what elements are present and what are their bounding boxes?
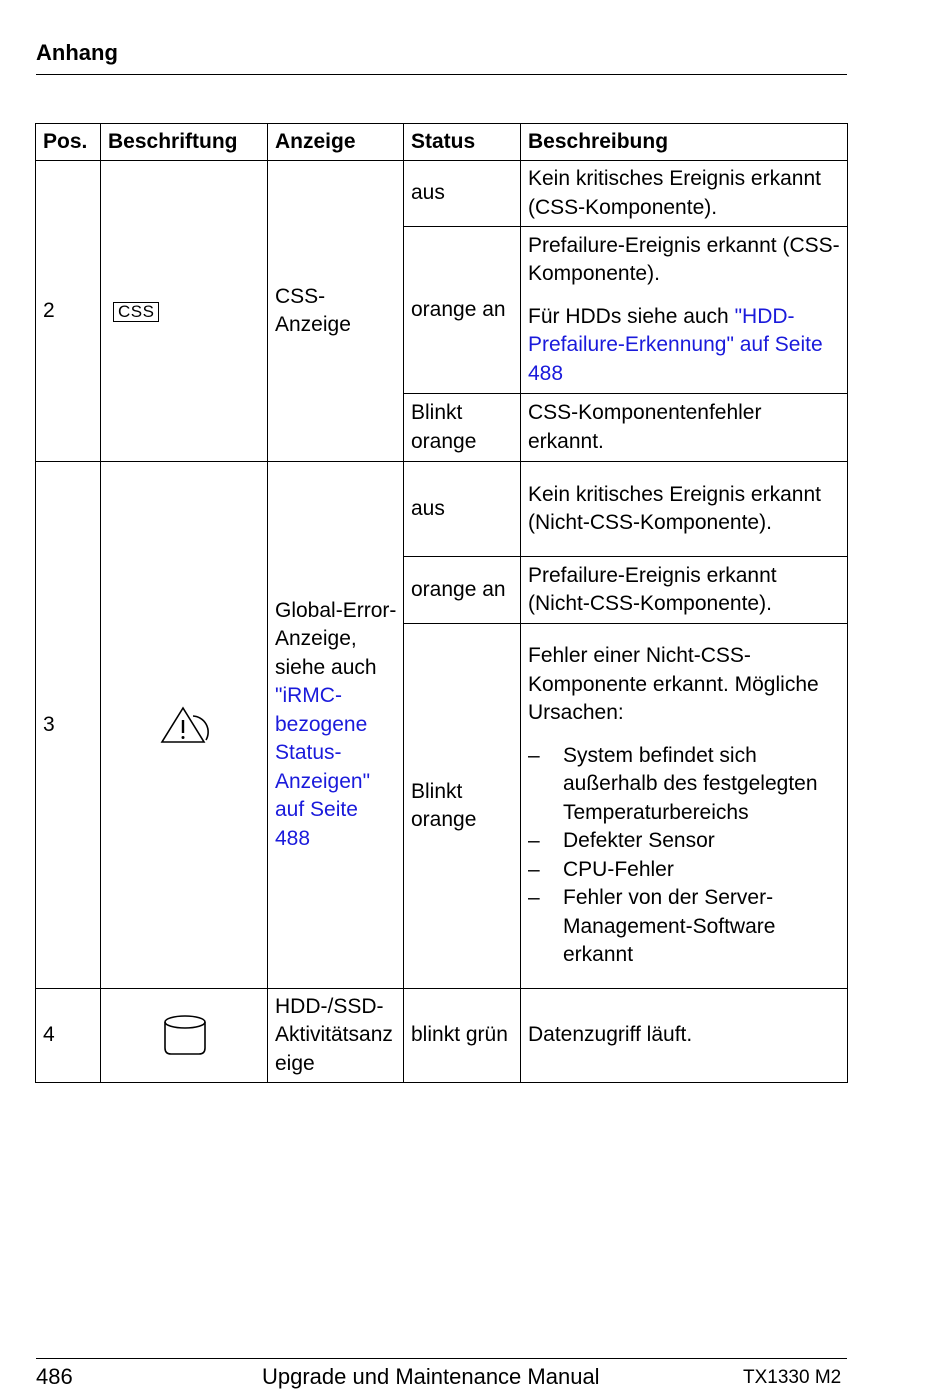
beschriftung-cell xyxy=(101,989,268,1083)
status-cell: blinkt grün xyxy=(404,989,521,1083)
beschriftung-cell xyxy=(101,161,268,462)
list-item: – Fehler von der Server-Management-Software erkannt xyxy=(528,884,841,970)
description-note xyxy=(528,303,841,389)
description-cell: CSS-Komponentenfehler erkannt. xyxy=(521,394,848,462)
table-row xyxy=(36,462,848,557)
description-text: Prefailure-Ereignis erkannt (CSS-Komponente). xyxy=(528,233,840,286)
status-cell: orange an xyxy=(404,557,521,624)
description-cell xyxy=(521,624,848,989)
list-item: – Defekter Sensor xyxy=(528,827,841,856)
global-error-icon xyxy=(159,705,211,745)
anzeige-cell: HDD-/SSD-Aktivitätsanzeige xyxy=(268,989,404,1083)
table-row xyxy=(36,161,848,227)
anzeige-cell: CSS-Anzeige xyxy=(268,161,404,462)
column-header-status: Status xyxy=(404,124,521,161)
description-text: Fehler einer Nicht-CSS-Komponente erkannt. Mögliche Ursachen: xyxy=(528,644,819,725)
description-cell: Kein kritisches Ereignis erkannt (Nicht-CSS-Komponente). xyxy=(521,462,848,557)
pos-cell: 4 xyxy=(36,989,101,1083)
irmc-status-link[interactable]: "iRMC-bezogene Status-Anzeigen" auf Seite 488 xyxy=(275,684,371,850)
manual-title: Upgrade und Maintenance Manual xyxy=(262,1364,600,1389)
model-name: TX1330 M2 xyxy=(743,1367,842,1388)
pos-cell: 3 xyxy=(36,462,101,989)
status-cell: orange an xyxy=(404,227,521,394)
note-text: Für HDDs siehe auch xyxy=(528,304,735,328)
list-item: – System befindet sich außerhalb des festgelegten Temperaturbereichs xyxy=(528,742,841,828)
beschriftung-cell xyxy=(101,462,268,989)
cause-list xyxy=(528,742,841,970)
status-cell: aus xyxy=(404,161,521,227)
hdd-prefailure-link[interactable]: "HDD-Prefailure-Erkennung" auf Seite 488 xyxy=(528,304,823,385)
status-cell: Blinkt orange xyxy=(404,394,521,462)
header-divider xyxy=(36,74,847,75)
footer-divider xyxy=(36,1358,847,1359)
page-number: 486 xyxy=(36,1364,73,1389)
pos-cell: 2 xyxy=(36,161,101,462)
description-cell xyxy=(521,227,848,394)
anzeige-cell xyxy=(268,462,404,989)
page-header-title: Anhang xyxy=(36,40,118,65)
column-header-pos: Pos. xyxy=(36,124,101,161)
table-row xyxy=(36,989,848,1083)
list-item: – CPU-Fehler xyxy=(528,856,841,885)
led-status-table xyxy=(35,123,848,1083)
anzeige-text: Global-Error-Anzeige, siehe auch xyxy=(275,598,397,679)
status-cell: Blinkt orange xyxy=(404,624,521,989)
description-cell: Kein kritisches Ereignis erkannt (CSS-Komponente). xyxy=(521,161,848,227)
description-cell: Prefailure-Ereignis erkannt (Nicht-CSS-Komponente). xyxy=(521,557,848,624)
status-cell: aus xyxy=(404,462,521,557)
css-icon: CSS xyxy=(113,302,159,322)
column-header-beschriftung: Beschriftung xyxy=(101,124,268,161)
description-cell: Datenzugriff läuft. xyxy=(521,989,848,1083)
hdd-activity-icon xyxy=(161,1013,209,1059)
column-header-beschreibung: Beschreibung xyxy=(521,124,848,161)
column-header-anzeige: Anzeige xyxy=(268,124,404,161)
table-header-row xyxy=(36,124,848,161)
